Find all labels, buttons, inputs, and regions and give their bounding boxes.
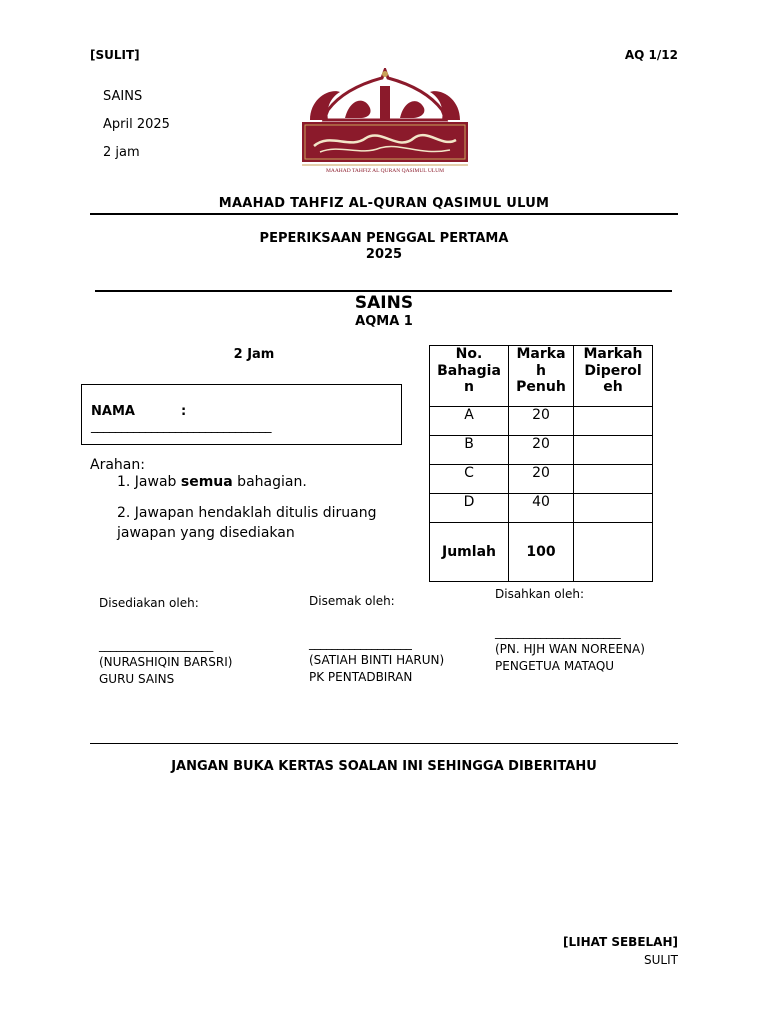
signature-label: Disediakan oleh: [99,596,199,610]
signature-line: __________________ [309,636,412,650]
signature-name: (SATIAH BINTI HARUN) [309,653,445,667]
table-row [430,465,653,494]
row-full: 20 [509,465,574,494]
info-subject: SAINS [103,89,143,104]
logo-text: MAAHAD TAHFIZ AL QURAN QASIMUL ULUM [325,168,445,174]
row-full: 20 [509,436,574,465]
header-obtained-l3: eh [603,379,623,395]
table-total-row [430,523,653,582]
warning-text: JANGAN BUKA KERTAS SOALAN INI SEHINGGA DIBERITAHU [171,759,597,774]
table-row [430,407,653,436]
row-section: D [430,494,509,523]
signature-line: ____________________ [99,638,214,652]
header-section-l3: n [464,379,474,395]
signature-name: (NURASHIQIN BARSRI) [99,655,233,669]
footer-sulit: SULIT [644,953,678,967]
signature-label: Disemak oleh: [309,594,395,608]
signature-block-checked [309,593,444,686]
name-label: NAMA [91,404,135,419]
instruction-2-line1: 2. Jawapan hendaklah ditulis diruang [117,505,377,521]
table-row [430,436,653,465]
row-full: 20 [509,407,574,436]
total-obtained[interactable] [574,523,653,582]
exam-title: PEPERIKSAAN PENGGAL PERTAMA [259,231,509,246]
instruction-2-line2: jawapan yang disediakan [117,525,295,541]
info-date: April 2025 [103,117,170,132]
exam-year: 2025 [365,247,403,262]
header-obtained [574,346,653,407]
row-full: 40 [509,494,574,523]
header-full-l3: Penuh [516,379,566,395]
row-section: A [430,407,509,436]
name-line: ______________________________ [91,419,271,434]
school-logo [300,68,470,174]
exam-code: AQMA 1 [355,314,413,329]
header-section-l1: No. [455,346,483,362]
row-obtained[interactable] [574,407,653,436]
header-section-l2: Bahagia [437,362,501,379]
header-full-l1: Marka [516,346,566,362]
row-obtained[interactable] [574,436,653,465]
total-label: Jumlah [430,523,509,582]
row-obtained[interactable] [574,494,653,523]
signature-role: PK PENTADBIRAN [309,670,413,684]
exam-subject: SAINS [354,293,414,313]
table-row [430,494,653,523]
exam-duration: 2 Jam [233,347,275,362]
header-section [430,346,509,407]
header-obtained-l2: Diperol [584,362,642,379]
signature-block-prepared [99,595,232,688]
info-duration: 2 jam [103,145,140,160]
signature-role: PENGETUA MATAQU [495,659,615,673]
header-obtained-l1: Markah [583,346,643,362]
header-classification: [SULIT] [90,48,140,62]
row-section: B [430,436,509,465]
divider-top [90,213,678,215]
instruction-1-pre: 1. Jawab [117,474,181,490]
instruction-1 [117,474,307,490]
row-section: C [430,465,509,494]
instruction-1-post: bahagian. [232,474,307,490]
signature-role: GURU SAINS [99,672,175,686]
school-logo-graphic [300,68,470,174]
marks-table [429,345,653,582]
signature-label: Disahkan oleh: [495,587,585,601]
signature-name: (PN. HJH WAN NOREENA) [495,642,645,656]
name-box [81,384,402,445]
row-obtained[interactable] [574,465,653,494]
header-full-l2: h [536,362,546,379]
marks-table-header [430,346,653,407]
header-full-marks [509,346,574,407]
exam-underline [95,290,672,292]
name-colon: : [181,404,187,419]
signature-block-approved [495,586,645,675]
divider-bottom [90,743,678,744]
signature-line: ______________________ [495,625,621,639]
header-code: AQ 1/12 [624,48,678,62]
total-value: 100 [509,523,574,582]
footer-next-page: [LIHAT SEBELAH] [562,935,678,949]
school-name: MAAHAD TAHFIZ AL-QURAN QASIMUL ULUM [218,196,550,211]
instructions-heading: Arahan: [90,457,145,473]
instruction-1-bold: semua [180,474,233,490]
